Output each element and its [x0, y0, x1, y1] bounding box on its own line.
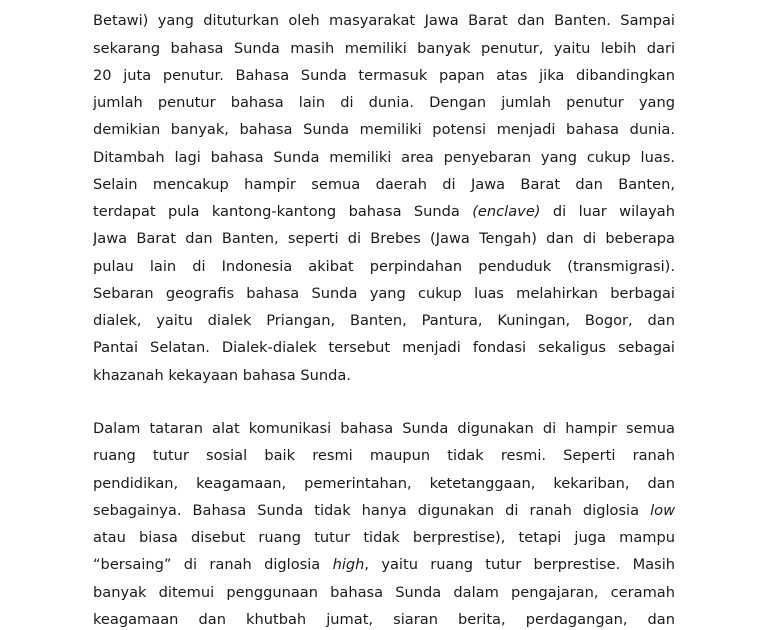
text-line: ruang tutur sosial baik resmi maupun tidak resmi. Seperti ranah	[93, 447, 675, 465]
text-line: sekarang bahasa Sunda masih memiliki banyak penutur, yaitu lebih dari	[93, 39, 675, 57]
text-line: demikian banyak, bahasa Sunda memiliki potensi menjadi bahasa dunia.	[93, 121, 675, 139]
text-line: Selain mencakup hampir semua daerah di Jawa Barat dan Banten,	[93, 175, 675, 193]
text-line	[93, 198, 675, 225]
text-line: dialek, yaitu dialek Priangan, Banten, Pantura, Kuningan, Bogor, dan	[93, 312, 675, 329]
text-line: atau biasa disebut ruang tutur tidak berprestise), tetapi juga mampu	[93, 529, 675, 546]
text-line: jumlah penutur bahasa lain di dunia. Dengan jumlah penutur yang	[93, 94, 675, 111]
italic-term-high: high	[332, 556, 365, 574]
text-line	[93, 551, 675, 578]
text-span: , yaitu ruang tutur berprestise. Masih	[364, 556, 675, 574]
text-line: khazanah kekayaan bahasa Sunda.	[93, 366, 351, 384]
text-span: di luar wilayah	[552, 203, 675, 220]
text-span: terdapat pula kantong-kantong bahasa Sunda	[93, 203, 460, 220]
text-line: pendidikan, keagamaan, pemerintahan, ketetanggaan, kekariban, dan	[93, 474, 675, 492]
italic-term-enclave: (enclave)	[472, 203, 541, 220]
text-line: Betawi) yang dituturkan oleh masyarakat Jawa Barat dan Banten. Sampai	[93, 12, 675, 30]
text-line: Jawa Barat dan Banten, seperti di Brebes (Jawa Tengah) dan di beberapa	[93, 230, 675, 248]
paragraph-communication	[93, 415, 675, 630]
italic-term-low: low	[650, 501, 675, 519]
text-line	[93, 497, 675, 524]
text-line: 20 juta penutur. Bahasa Sunda termasuk papan atas jika dibandingkan	[93, 66, 675, 84]
text-line: Ditambah lagi bahasa Sunda memiliki area penyebaran yang cukup luas.	[93, 148, 675, 166]
text-line: Dalam tataran alat komunikasi bahasa Sunda digunakan di hampir semua	[93, 420, 675, 437]
text-span: “bersaing” di ranah diglosia	[93, 556, 321, 574]
text-line	[93, 0, 675, 7]
text-span: sebagainya. Bahasa Sunda tidak hanya digunakan di ranah diglosia	[93, 501, 640, 519]
text-line: keagamaan dan khutbah jumat, siaran berita, perdagangan, dan	[93, 610, 675, 628]
text-line: pulau lain di Indonesia akibat perpindahan penduduk (transmigrasi).	[93, 257, 675, 275]
text-line: banyak ditemui penggunaan bahasa Sunda dalam pengajaran, ceramah	[93, 583, 675, 601]
paragraph-dialects	[93, 0, 675, 389]
text-line: Sebaran geografis bahasa Sunda yang cukup luas melahirkan berbagai	[93, 284, 675, 302]
text-line: Pantai Selatan. Dialek-dialek tersebut menjadi fondasi sekaligus sebagai	[93, 339, 675, 357]
